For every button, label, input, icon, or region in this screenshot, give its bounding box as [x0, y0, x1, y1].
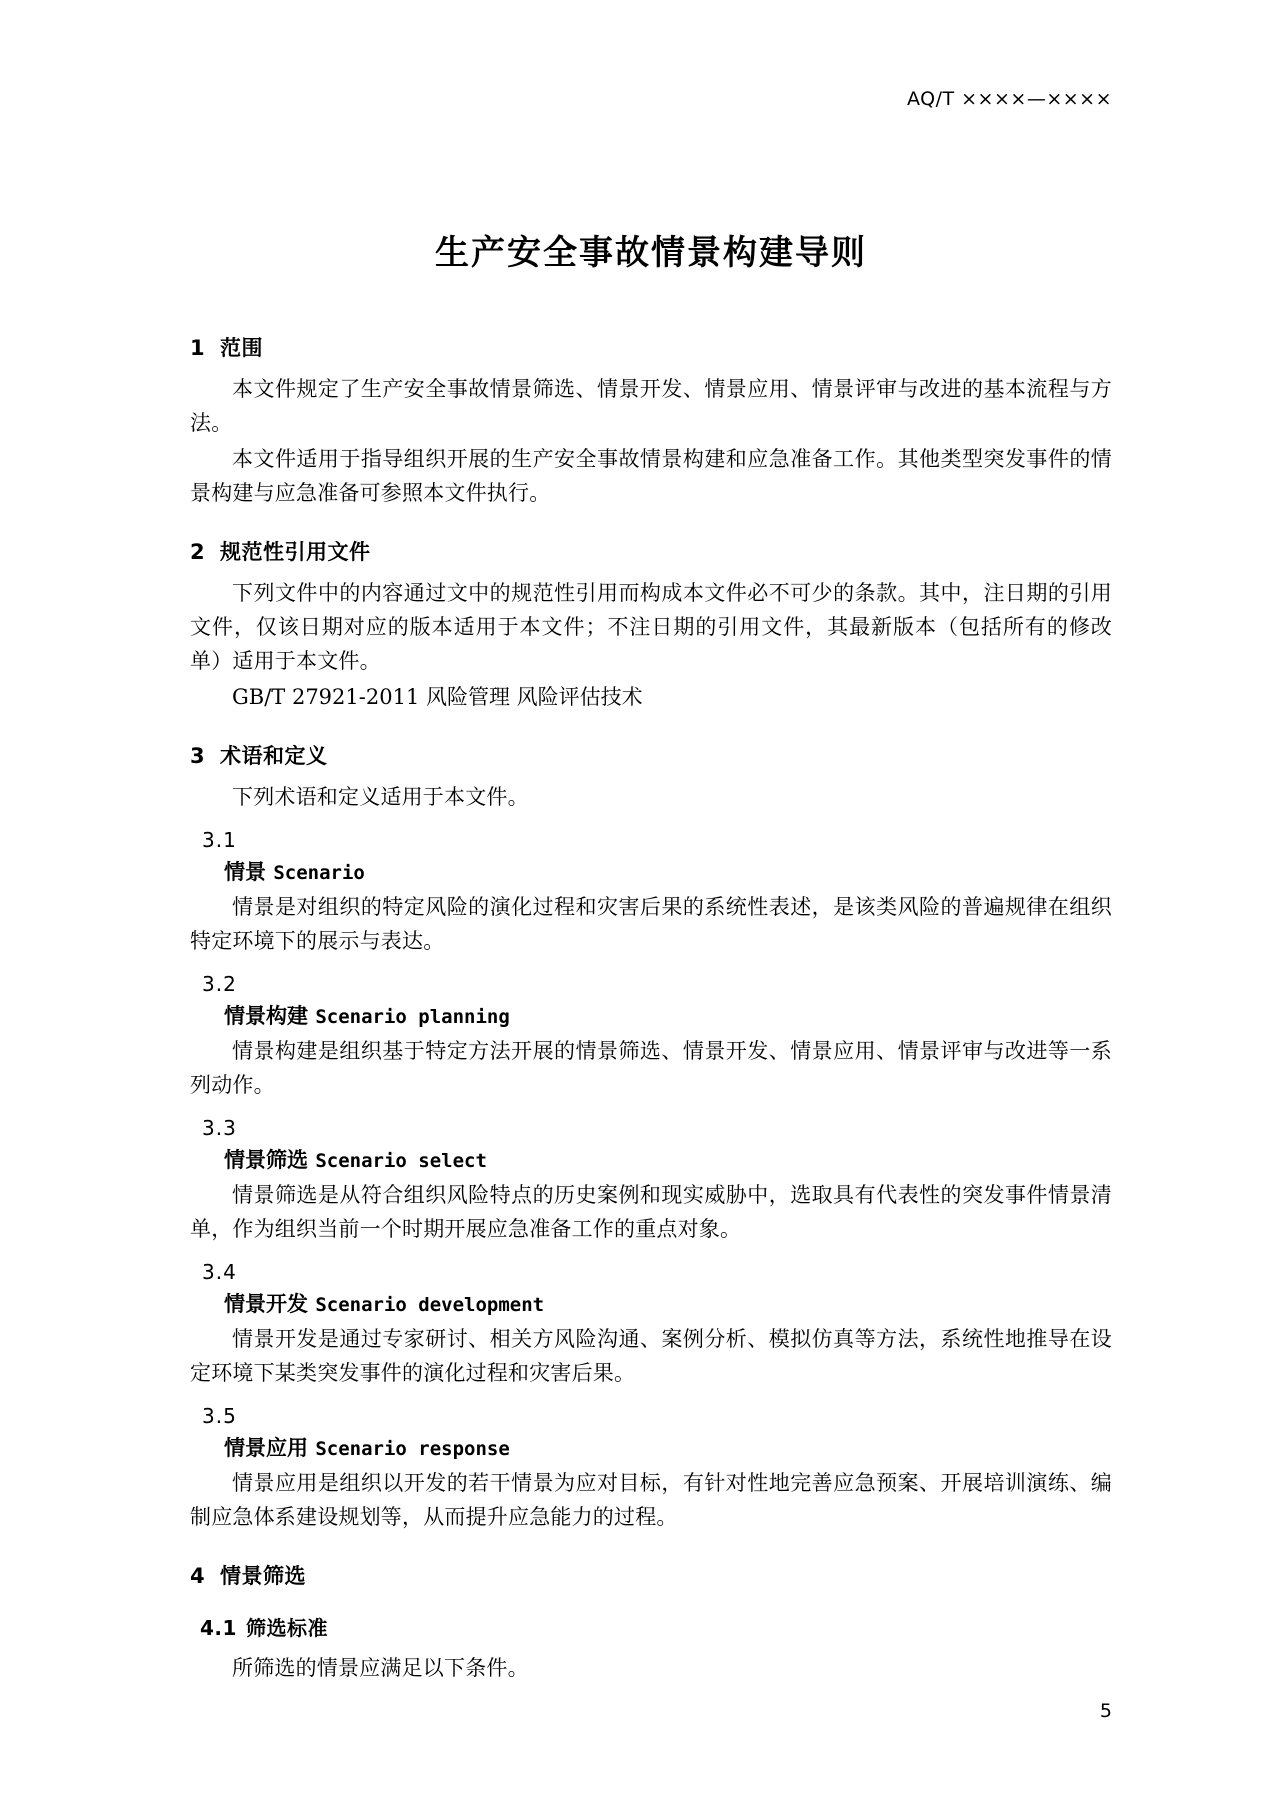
term-name-3-2 — [190, 1000, 1112, 1030]
term-name-en-3-1: Scenario — [273, 862, 365, 885]
term-definition-3-4: 情景开发是通过专家研讨、相关方风险沟通、案例分析、模拟仿真等方法，系统性地推导在设定环境下某类突发事件的演化过程和灾害后果。 — [190, 1327, 1112, 1386]
subclause-title-4-1: 筛选标准 — [246, 1616, 328, 1641]
clause-title-3: 术语和定义 — [220, 744, 328, 769]
clause-title-4: 情景筛选 — [220, 1564, 306, 1589]
clause-heading-4 — [190, 1560, 1112, 1590]
clause-heading-1 — [190, 332, 1112, 362]
document-body — [190, 225, 1112, 1687]
clause-1-paragraph-1: 本文件规定了生产安全事故情景筛选、情景开发、情景应用、情景评审与改进的基本流程与方法。 — [190, 377, 1112, 436]
term-name-3-4 — [190, 1288, 1112, 1318]
term-number-3-3: 3.3 — [202, 1116, 237, 1141]
term-name-en-3-3: Scenario select — [315, 1150, 487, 1173]
subclause-number-4-1: 4.1 — [200, 1616, 237, 1641]
term-number-3-4: 3.4 — [202, 1260, 237, 1285]
term-name-cn-3-3: 情景筛选 — [224, 1148, 308, 1173]
term-name-cn-3-1: 情景 — [224, 860, 266, 885]
clause-3-intro: 下列术语和定义适用于本文件。 — [232, 785, 529, 810]
term-name-cn-3-5: 情景应用 — [224, 1436, 308, 1461]
term-name-en-3-4: Scenario development — [315, 1294, 545, 1317]
term-name-3-1 — [190, 856, 1112, 886]
clause-1-paragraph-2: 本文件适用于指导组织开展的生产安全事故情景构建和应急准备工作。其他类型突发事件的情景构建与应急准备可参照本文件执行。 — [190, 447, 1112, 506]
term-name-3-3 — [190, 1144, 1112, 1174]
term-name-en-3-5: Scenario response — [315, 1438, 510, 1461]
clause-number-1: 1 — [190, 336, 206, 360]
term-name-cn-3-4: 情景开发 — [224, 1292, 308, 1317]
subclause-heading-4-1 — [190, 1612, 1112, 1641]
term-name-cn-3-2: 情景构建 — [224, 1004, 308, 1029]
term-definition-3-1: 情景是对组织的特定风险的演化过程和灾害后果的系统性表述，是该类风险的普遍规律在组织特定环境下的展示与表达。 — [190, 895, 1112, 954]
term-name-en-3-2: Scenario planning — [315, 1006, 510, 1029]
term-number-3-2: 3.2 — [202, 972, 237, 997]
clause-heading-3 — [190, 740, 1112, 770]
clause-number-3: 3 — [190, 744, 206, 769]
clause-heading-2 — [190, 536, 1112, 566]
subclause-4-1-paragraph-1: 所筛选的情景应满足以下条件。 — [232, 1656, 529, 1681]
term-number-3-1: 3.1 — [202, 828, 237, 853]
normative-reference-item: GB/T 27921-2011 风险管理 风险评估技术 — [232, 685, 643, 710]
page-number: 5 — [1099, 1700, 1112, 1722]
clause-title-1: 范围 — [220, 336, 263, 360]
document-title: 生产安全事故情景构建导则 — [435, 233, 867, 273]
term-name-3-5 — [190, 1432, 1112, 1462]
page-header-standard-code: AQ/T ××××—×××× — [906, 88, 1112, 110]
term-definition-3-3: 情景筛选是从符合组织风险特点的历史案例和现实威胁中，选取具有代表性的突发事件情景清单，作为组织当前一个时期开展应急准备工作的重点对象。 — [190, 1183, 1112, 1242]
clause-number-4: 4 — [190, 1564, 206, 1589]
clause-title-2: 规范性引用文件 — [220, 540, 371, 565]
term-number-3-5: 3.5 — [202, 1404, 237, 1429]
term-definition-3-2: 情景构建是组织基于特定方法开展的情景筛选、情景开发、情景应用、情景评审与改进等一系列动作。 — [190, 1039, 1112, 1098]
term-definition-3-5: 情景应用是组织以开发的若干情景为应对目标，有针对性地完善应急预案、开展培训演练、编制应急体系建设规划等，从而提升应急能力的过程。 — [190, 1471, 1112, 1530]
clause-2-paragraph-1: 下列文件中的内容通过文中的规范性引用而构成本文件必不可少的条款。其中，注日期的引用文件，仅该日期对应的版本适用于本文件；不注日期的引用文件，其最新版本（包括所有的修改单）适用于本文件。 — [190, 581, 1112, 674]
clause-number-2: 2 — [190, 540, 206, 565]
